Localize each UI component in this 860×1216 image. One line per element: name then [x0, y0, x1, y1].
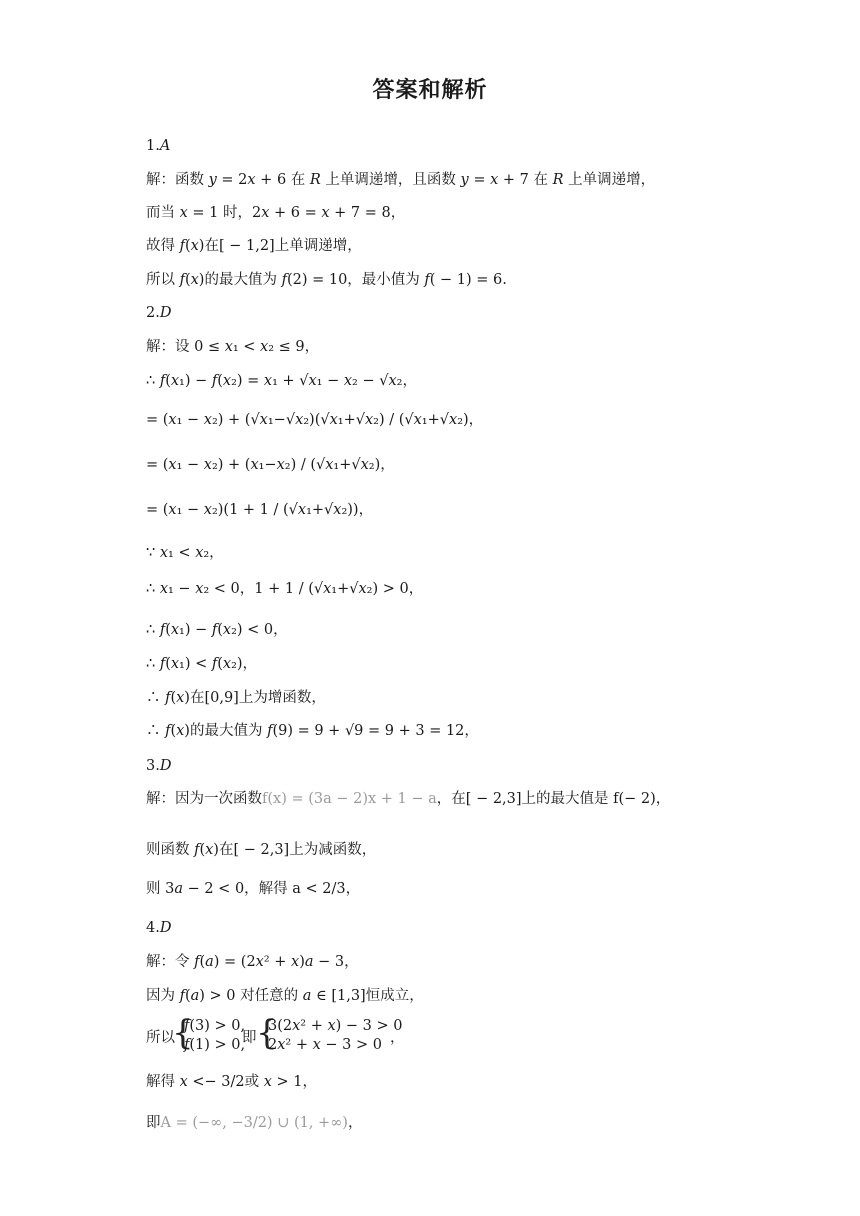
solution-line: ∵ 𝑥₁ < 𝑥₂，	[146, 545, 224, 561]
question-number-2: 2.D	[146, 305, 172, 321]
solution-line: 解：令 𝑓(𝑎) = (2𝑥² + 𝑥)𝑎 − 3，	[146, 954, 359, 970]
left-brace-1: {	[172, 1013, 194, 1053]
solution-line: ∴ 𝑓(𝑥)在[0,9]上为增函数，	[146, 690, 326, 706]
solution-line: 即A = (−∞, −3/2) ∪ (1, +∞)，	[146, 1115, 363, 1131]
inequality-system: 所以 { 𝑓(3) > 0, 𝑓(1) > 0, 即 { 3(2𝑥² + 𝑥) − 3 > 0 2𝑥² + 𝑥 − 3 > 0 ，	[146, 1013, 405, 1053]
solution-line: = (𝑥₁ − 𝑥₂) + (√𝑥₁−√𝑥₂)(√𝑥₁+√𝑥₂) / (√𝑥₁+√𝑥₂)，	[146, 412, 484, 428]
solution-line: 而当 𝑥 = 1 时，2𝑥 + 6 = 𝑥 + 7 = 8，	[146, 205, 406, 221]
system-row: 𝑓(3) > 0,	[184, 1018, 246, 1034]
solution-line: 解：函数 𝑦 = 2𝑥 + 6 在 𝑅 上单调递增，且函数 𝑦 = 𝑥 + 7 在 𝑅 上单调递增，	[146, 172, 656, 188]
solution-line: 则 3𝑎 − 2 < 0，解得 a < 2/3，	[146, 881, 361, 897]
solution-line: 解得 𝑥 <− 3/2或 𝑥 > 1，	[146, 1074, 318, 1090]
answer-letter: D	[159, 920, 172, 936]
solution-line: = (𝑥₁ − 𝑥₂) + (𝑥₁−𝑥₂) / (√𝑥₁+√𝑥₂)，	[146, 457, 395, 473]
answer-letter: D	[159, 305, 172, 321]
formula-image: f(x) = (3a − 2)x + 1 − a	[262, 791, 437, 807]
solution-line: 故得 𝑓(𝑥)在[ − 1,2]上单调递增，	[146, 238, 362, 254]
solution-line: ∴ 𝑥₁ − 𝑥₂ < 0，1 + 1 / (√𝑥₁+√𝑥₂) > 0，	[146, 581, 424, 597]
answer-letter: A	[159, 138, 171, 154]
system-row: 𝑓(1) > 0,	[184, 1037, 246, 1053]
solution-line: 解：设 0 ≤ 𝑥₁ < 𝑥₂ ≤ 9，	[146, 339, 320, 355]
answer-letter: D	[159, 758, 172, 774]
question-number-1: 1.A	[146, 138, 171, 154]
solution-line: ∴ 𝑓(𝑥₁) − 𝑓(𝑥₂) < 0，	[146, 622, 288, 638]
formula-image: A = (−∞, −3/2) ∪ (1, +∞)	[160, 1115, 348, 1131]
solution-line: ∴ 𝑓(𝑥₁) − 𝑓(𝑥₂) = 𝑥₁ + √𝑥₁ − 𝑥₂ − √𝑥₂，	[146, 373, 417, 389]
system-row: 2𝑥² + 𝑥 − 3 > 0	[268, 1037, 382, 1053]
solution-line: 因为 𝑓(𝑎) > 0 对任意的 𝑎 ∈ [1,3]恒成立，	[146, 988, 424, 1004]
question-number-4: 4.D	[146, 920, 172, 936]
solution-line: 所以 𝑓(𝑥)的最大值为 𝑓(2) = 10，最小值为 𝑓( − 1) = 6.	[146, 272, 507, 288]
solution-line: = (𝑥₁ − 𝑥₂)(1 + 1 / (√𝑥₁+√𝑥₂))，	[146, 502, 374, 518]
left-brace-2: {	[256, 1013, 278, 1053]
question-number-3: 3.D	[146, 758, 172, 774]
label-suoyi: 所以	[146, 1030, 175, 1046]
solution-line: 则函数 𝑓(𝑥)在[ − 2,3]上为减函数，	[146, 842, 377, 858]
solution-line: ∴ 𝑓(𝑥₁) < 𝑓(𝑥₂)，	[146, 656, 258, 672]
solution-line: 解：因为一次函数f(x) = (3a − 2)x + 1 − a，在[ − 2,3]上的最大值是 f(− 2)，	[146, 791, 671, 807]
document-title: 答案和解析	[372, 78, 488, 103]
solution-line: ∴ 𝑓(𝑥)的最大值为 𝑓(9) = 9 + √9 = 9 + 3 = 12，	[146, 723, 479, 739]
system-row: 3(2𝑥² + 𝑥) − 3 > 0	[268, 1018, 403, 1034]
label-ji: 即	[242, 1030, 257, 1046]
